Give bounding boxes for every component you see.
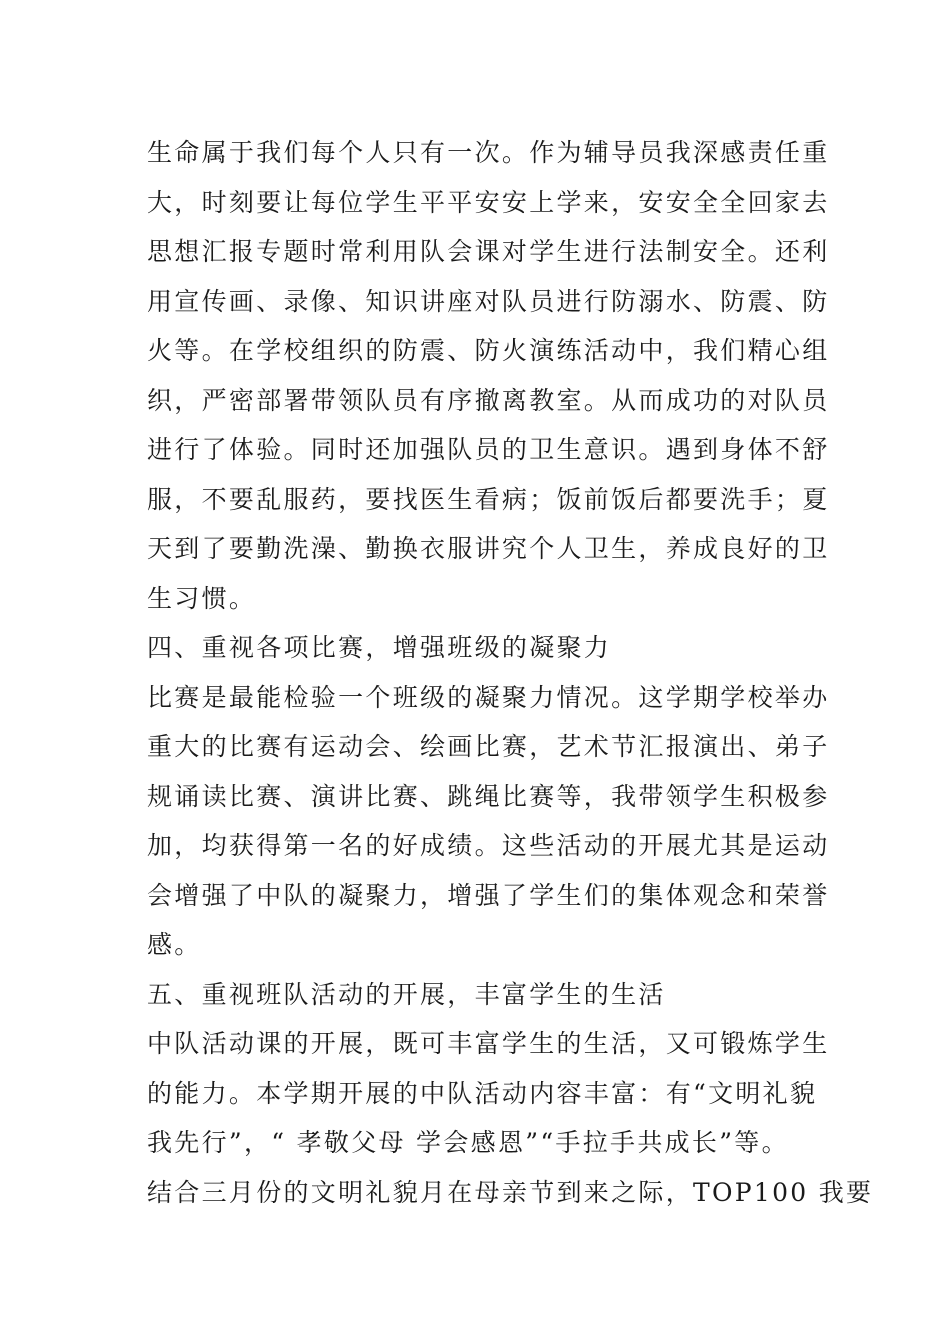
paragraph-line: 生命属于我们每个人只有一次。作为辅导员我深感责任重	[147, 138, 830, 167]
paragraph-line: 进行了体验。同时还加强队员的卫生意识。遇到身体不舒	[147, 435, 830, 464]
paragraph-line: 感。	[147, 930, 202, 959]
paragraph-line: 服，不要乱服药，要找医生看病；饭前饭后都要洗手；夏	[147, 484, 830, 514]
paragraph-line: 大，时刻要让每位学生平平安安上学来，安安全全回家去	[147, 187, 830, 217]
paragraph-line: 用宣传画、录像、知识讲座对队员进行防溺水、防震、防	[147, 286, 830, 316]
paragraph-line: 思想汇报专题时常利用队会课对学生进行法制安全。还利	[147, 237, 830, 266]
paragraph-line: 天到了要勤洗澡、勤换衣服讲究个人卫生，养成良好的卫	[147, 534, 830, 563]
paragraph-line: 会增强了中队的凝聚力，增强了学生们的集体观念和荣誉	[147, 880, 830, 910]
paragraph-line: 规诵读比赛、演讲比赛、跳绳比赛等，我带领学生积极参	[147, 781, 830, 811]
paragraph-line: 中队活动课的开展，既可丰富学生的生活，又可锻炼学生	[147, 1029, 830, 1058]
section-heading: 四、重视各项比赛，增强班级的凝聚力	[147, 633, 612, 662]
paragraph-line: 我先行”，“ 孝敬父母 学会感恩”“手拉手共成长”等。	[147, 1128, 789, 1157]
paragraph-line: 重大的比赛有运动会、绘画比赛，艺术节汇报演出、弟子	[147, 732, 830, 761]
document-body	[147, 128, 874, 1217]
paragraph-line: 加，均获得第一名的好成绩。这些活动的开展尤其是运动	[147, 831, 830, 860]
section-heading: 五、重视班队活动的开展，丰富学生的生活	[147, 979, 666, 1009]
paragraph-line: 火等。在学校组织的防震、防火演练活动中，我们精心组	[147, 336, 830, 365]
paragraph-line: 比赛是最能检验一个班级的凝聚力情况。这学期学校举办	[147, 682, 830, 712]
paragraph-line: 的能力。本学期开展的中队活动内容丰富：有“文明礼貌	[147, 1078, 818, 1108]
paragraph-line: 结合三月份的文明礼貌月在母亲节到来之际，TOP100 我要	[147, 1177, 874, 1207]
paragraph-line: 织，严密部署带领队员有序撤离教室。从而成功的对队员	[147, 385, 830, 415]
paragraph-line: 生习惯。	[147, 583, 257, 613]
